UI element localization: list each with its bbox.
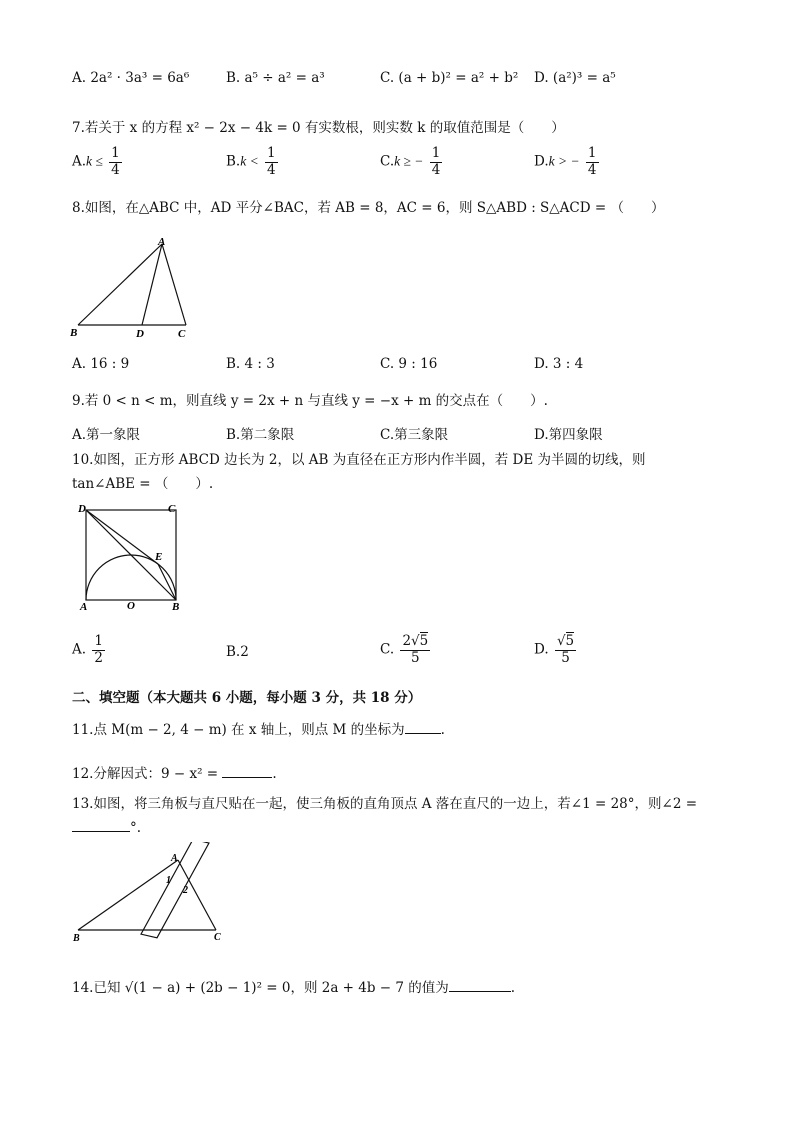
q10-option-d: D. $\frac{√5}{5}$ (534, 633, 575, 666)
q9-option-a: A.第一象限 (72, 427, 141, 443)
q7-option-a: A.k ≤ $\frac{1}{4}$ (72, 145, 120, 178)
q13-label-c: C (214, 932, 221, 943)
q8-bisector-ad (142, 244, 162, 325)
q9-stem: 9.若 0 < n < m，则直线 y = 2x + n 与直线 y = −x + m 的交点在（ ）. (72, 393, 548, 409)
q10-label-o: O (127, 600, 135, 612)
q10-option-b: B.2 (226, 644, 249, 660)
q14-answer-blank[interactable] (449, 979, 511, 992)
q7-option-b: B.k < $\frac{1}{4}$ (226, 145, 276, 178)
q6-option-b: B. a⁵ ÷ a² = a³ (226, 70, 325, 86)
section-2-title: 二、填空题（本大题共 6 小题，每小题 3 分，共 18 分） (72, 690, 422, 706)
q9-option-b: B.第二象限 (226, 427, 295, 443)
q8-side-ab (78, 244, 162, 325)
q10-option-a: A. $\frac{1}{2}$ (72, 633, 103, 666)
q9-option-d: D.第四象限 (534, 427, 603, 443)
q8-side-ac (162, 244, 186, 325)
q13-figure (70, 842, 240, 944)
q11-answer-blank[interactable] (405, 721, 441, 734)
q7-stem: 7.若关于 x 的方程 x² − 2x − 4k = 0 有实数根，则实数 k 的取值范围是（ ） (72, 120, 565, 136)
q10-figure (72, 500, 192, 616)
q14-line: 14.已知 √(1 − a) + (2b − 1)² = 0，则 2a + 4b − 7 的值为 . (72, 980, 516, 996)
q10-label-a: A (80, 601, 88, 613)
q8-stem: 8.如图，在△ABC 中，AD 平分∠BAC，若 AB = 8，AC = 6，则 S△ABD : S△ACD = （ ） (72, 200, 665, 216)
q7-option-c: C.k ≥ − $\frac{1}{4}$ (380, 145, 441, 178)
q10-diagonal-db (86, 510, 176, 600)
q10-label-d: D (78, 503, 86, 515)
q10-segment-eb (158, 564, 176, 600)
q8-label-a: A (158, 236, 166, 248)
q11-line: 11.点 M(m − 2, 4 − m) 在 x 轴上，则点 M 的坐标为 . (72, 722, 445, 738)
q10-label-b: B (172, 601, 180, 613)
q10-semicircle (86, 555, 176, 600)
q8-option-d: D. 3 : 4 (534, 356, 584, 372)
q8-option-a: A. 16 : 9 (72, 356, 130, 372)
q9-option-c: C.第三象限 (380, 427, 449, 443)
q13-answer-blank[interactable] (72, 819, 130, 832)
q11-stem: 11.点 M(m − 2, 4 − m) 在 x 轴上，则点 M 的坐标为 (72, 722, 405, 738)
q13-stem-block: 13.如图，将三角板与直尺贴在一起，使三角板的直角顶点 A 落在直尺的一边上，若∠1 = 28°，则∠2 = °. (72, 796, 698, 836)
q10-label-c: C (168, 503, 176, 515)
q10-label-e: E (155, 551, 163, 563)
q6-option-a: A. 2a² · 3a³ = 6a⁶ (72, 70, 190, 86)
q6-option-d: D. (a²)³ = a⁵ (534, 70, 616, 86)
q8-label-d: D (136, 328, 144, 340)
q13-stem: 13.如图，将三角板与直尺贴在一起，使三角板的直角顶点 A 落在直尺的一边上，若∠1 = 28°，则∠2 = (72, 796, 698, 812)
q12-answer-blank[interactable] (222, 765, 272, 778)
q13-label-angle1: 1 (166, 875, 171, 886)
q6-option-c: C. (a + b)² = a² + b² (380, 70, 519, 86)
q7-option-d: D.k > − $\frac{1}{4}$ (534, 145, 597, 178)
q13-label-a: A (171, 853, 178, 864)
q8-figure (70, 232, 200, 344)
q10-stem-line2: tan∠ABE = （ ）. (72, 476, 214, 492)
q13-label-b: B (73, 933, 80, 944)
q12-line: 12.分解因式：9 − x² = . (72, 766, 277, 782)
q12-stem: 12.分解因式：9 − x² = (72, 766, 219, 782)
q8-option-c: C. 9 : 16 (380, 356, 438, 372)
q8-option-b: B. 4 : 3 (226, 356, 275, 372)
q14-stem: 14.已知 √(1 − a) + (2b − 1)² = 0，则 2a + 4b − 7 的值为 (72, 980, 449, 996)
q10-option-c: C. $\frac{2√5}{5}$ (380, 633, 429, 666)
q10-stem-line1: 10.如图，正方形 ABCD 边长为 2，以 AB 为直径在正方形内作半圆，若 DE 为半圆的切线，则 (72, 452, 646, 468)
q8-label-c: C (178, 328, 186, 340)
q13-label-angle2: 2 (183, 885, 188, 896)
q8-label-b: B (70, 327, 78, 339)
